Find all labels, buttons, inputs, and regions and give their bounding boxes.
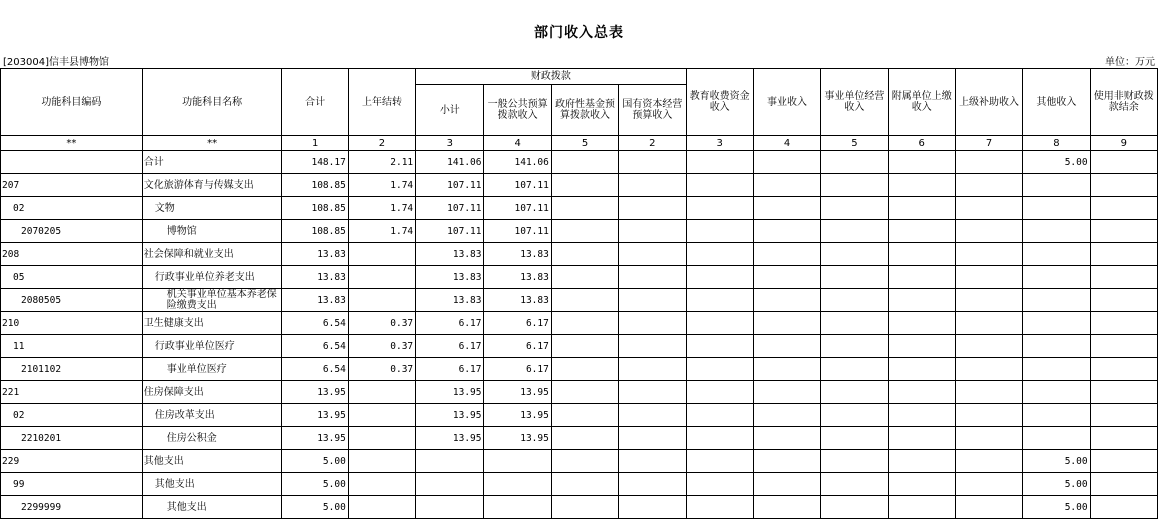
business-cell — [753, 404, 820, 427]
table-row — [1, 151, 1158, 174]
subtotal-cell: 13.83 — [416, 266, 484, 289]
subtotal-cell — [416, 450, 484, 473]
business-cell — [753, 174, 820, 197]
business-cell — [753, 450, 820, 473]
business-unit-op-cell — [821, 197, 888, 220]
higher-subsidy-cell — [955, 243, 1022, 266]
other-cell: 5.00 — [1023, 450, 1090, 473]
subtotal-cell: 13.83 — [416, 243, 484, 266]
code-cell — [1, 151, 143, 174]
table-row — [1, 358, 1158, 381]
table-row — [1, 289, 1158, 312]
affiliated-cell — [888, 243, 955, 266]
state-capital-cell — [619, 450, 686, 473]
business-unit-op-cell — [821, 174, 888, 197]
edu-fee-cell — [686, 220, 753, 243]
non-fiscal-cell — [1090, 243, 1157, 266]
carryover-cell: 0.37 — [348, 335, 415, 358]
business-cell — [753, 427, 820, 450]
higher-subsidy-cell — [955, 450, 1022, 473]
index-cell: ** — [1, 136, 143, 151]
general-budget-cell — [484, 496, 551, 519]
subtotal-cell: 13.83 — [416, 289, 484, 312]
index-cell: 4 — [484, 136, 551, 151]
carryover-cell: 0.37 — [348, 358, 415, 381]
gov-fund-cell — [551, 496, 618, 519]
gov-fund-cell — [551, 312, 618, 335]
table-row — [1, 381, 1158, 404]
business-unit-op-cell — [821, 496, 888, 519]
state-capital-cell — [619, 151, 686, 174]
header-carryover: 上年结转 — [348, 69, 415, 136]
non-fiscal-cell — [1090, 335, 1157, 358]
name-cell: 合计 — [142, 151, 282, 174]
name-cell: 其他支出 — [142, 450, 282, 473]
higher-subsidy-cell — [955, 358, 1022, 381]
carryover-cell — [348, 289, 415, 312]
gov-fund-cell — [551, 381, 618, 404]
total-cell: 13.83 — [282, 266, 348, 289]
index-cell: 2 — [619, 136, 686, 151]
general-budget-cell: 107.11 — [484, 174, 551, 197]
name-cell: 行政事业单位医疗 — [142, 335, 282, 358]
gov-fund-cell — [551, 427, 618, 450]
code-cell: 2299999 — [1, 496, 143, 519]
business-cell — [753, 266, 820, 289]
general-budget-cell: 13.83 — [484, 266, 551, 289]
total-cell: 13.95 — [282, 381, 348, 404]
carryover-cell — [348, 243, 415, 266]
other-cell — [1023, 404, 1090, 427]
affiliated-cell — [888, 450, 955, 473]
non-fiscal-cell — [1090, 473, 1157, 496]
higher-subsidy-cell — [955, 151, 1022, 174]
business-cell — [753, 358, 820, 381]
business-unit-op-cell — [821, 381, 888, 404]
affiliated-cell — [888, 358, 955, 381]
non-fiscal-cell — [1090, 151, 1157, 174]
subtotal-cell: 107.11 — [416, 220, 484, 243]
total-cell: 5.00 — [282, 450, 348, 473]
state-capital-cell — [619, 473, 686, 496]
general-budget-cell: 6.17 — [484, 358, 551, 381]
carryover-cell: 1.74 — [348, 197, 415, 220]
edu-fee-cell — [686, 197, 753, 220]
header-non-fiscal: 使用非财政拨款结余 — [1090, 69, 1157, 136]
carryover-cell — [348, 381, 415, 404]
edu-fee-cell — [686, 289, 753, 312]
index-cell: 3 — [416, 136, 484, 151]
total-cell: 6.54 — [282, 335, 348, 358]
table-row — [1, 266, 1158, 289]
table-row — [1, 312, 1158, 335]
subtotal-cell: 107.11 — [416, 197, 484, 220]
higher-subsidy-cell — [955, 220, 1022, 243]
gov-fund-cell — [551, 174, 618, 197]
other-cell — [1023, 220, 1090, 243]
other-cell — [1023, 427, 1090, 450]
edu-fee-cell — [686, 151, 753, 174]
business-unit-op-cell — [821, 358, 888, 381]
affiliated-cell — [888, 312, 955, 335]
higher-subsidy-cell — [955, 381, 1022, 404]
index-cell: 7 — [955, 136, 1022, 151]
gov-fund-cell — [551, 335, 618, 358]
non-fiscal-cell — [1090, 266, 1157, 289]
page-title: 部门收入总表 — [534, 25, 624, 41]
general-budget-cell: 107.11 — [484, 220, 551, 243]
affiliated-cell — [888, 335, 955, 358]
index-cell: 2 — [348, 136, 415, 151]
business-cell — [753, 151, 820, 174]
table-body — [1, 151, 1158, 519]
general-budget-cell: 6.17 — [484, 312, 551, 335]
carryover-cell: 2.11 — [348, 151, 415, 174]
general-budget-cell: 13.95 — [484, 404, 551, 427]
carryover-cell — [348, 473, 415, 496]
other-cell — [1023, 243, 1090, 266]
name-cell: 卫生健康支出 — [142, 312, 282, 335]
non-fiscal-cell — [1090, 358, 1157, 381]
total-cell: 5.00 — [282, 473, 348, 496]
non-fiscal-cell — [1090, 450, 1157, 473]
state-capital-cell — [619, 266, 686, 289]
business-cell — [753, 220, 820, 243]
code-cell: 2070205 — [1, 220, 143, 243]
code-cell: 207 — [1, 174, 143, 197]
header-fiscal-group: 财政拨款 — [416, 69, 686, 85]
table-row — [1, 473, 1158, 496]
business-unit-op-cell — [821, 312, 888, 335]
other-cell — [1023, 312, 1090, 335]
higher-subsidy-cell — [955, 473, 1022, 496]
subtotal-cell: 6.17 — [416, 312, 484, 335]
business-unit-op-cell — [821, 151, 888, 174]
state-capital-cell — [619, 220, 686, 243]
carryover-cell — [348, 404, 415, 427]
affiliated-cell — [888, 220, 955, 243]
total-cell: 6.54 — [282, 358, 348, 381]
affiliated-cell — [888, 197, 955, 220]
subtotal-cell: 13.95 — [416, 381, 484, 404]
business-unit-op-cell — [821, 450, 888, 473]
affiliated-cell — [888, 496, 955, 519]
general-budget-cell: 13.95 — [484, 427, 551, 450]
unit-label: 单位：万元 — [1105, 57, 1155, 68]
name-cell: 博物馆 — [142, 220, 282, 243]
subtotal-cell: 13.95 — [416, 404, 484, 427]
other-cell: 5.00 — [1023, 473, 1090, 496]
general-budget-cell: 13.95 — [484, 381, 551, 404]
code-cell: 2101102 — [1, 358, 143, 381]
index-cell: 8 — [1023, 136, 1090, 151]
affiliated-cell — [888, 289, 955, 312]
higher-subsidy-cell — [955, 174, 1022, 197]
code-cell: 11 — [1, 335, 143, 358]
gov-fund-cell — [551, 358, 618, 381]
business-cell — [753, 197, 820, 220]
general-budget-cell: 107.11 — [484, 197, 551, 220]
affiliated-cell — [888, 404, 955, 427]
subtotal-cell — [416, 496, 484, 519]
header-higher-subsidy: 上级补助收入 — [955, 69, 1022, 136]
state-capital-cell — [619, 312, 686, 335]
business-cell — [753, 289, 820, 312]
header-edu-fee: 教育收费资金收入 — [686, 69, 753, 136]
index-cell: 5 — [551, 136, 618, 151]
state-capital-cell — [619, 358, 686, 381]
header-business-unit-op: 事业单位经营收入 — [821, 69, 888, 136]
table-row — [1, 496, 1158, 519]
affiliated-cell — [888, 174, 955, 197]
non-fiscal-cell — [1090, 174, 1157, 197]
business-unit-op-cell — [821, 243, 888, 266]
name-cell: 其他支出 — [142, 473, 282, 496]
business-unit-op-cell — [821, 266, 888, 289]
higher-subsidy-cell — [955, 404, 1022, 427]
header-other: 其他收入 — [1023, 69, 1090, 136]
business-unit-op-cell — [821, 220, 888, 243]
state-capital-cell — [619, 427, 686, 450]
gov-fund-cell — [551, 197, 618, 220]
other-cell — [1023, 358, 1090, 381]
higher-subsidy-cell — [955, 427, 1022, 450]
name-cell: 文化旅游体育与传媒支出 — [142, 174, 282, 197]
carryover-cell — [348, 496, 415, 519]
subtotal-cell: 6.17 — [416, 358, 484, 381]
general-budget-cell: 6.17 — [484, 335, 551, 358]
code-cell: 02 — [1, 197, 143, 220]
header-name: 功能科目名称 — [142, 69, 282, 136]
edu-fee-cell — [686, 358, 753, 381]
index-cell: 6 — [888, 136, 955, 151]
edu-fee-cell — [686, 266, 753, 289]
edu-fee-cell — [686, 450, 753, 473]
code-cell: 221 — [1, 381, 143, 404]
name-cell: 其他支出 — [142, 496, 282, 519]
affiliated-cell — [888, 381, 955, 404]
index-cell: 9 — [1090, 136, 1157, 151]
table-row — [1, 427, 1158, 450]
table-row — [1, 404, 1158, 427]
non-fiscal-cell — [1090, 427, 1157, 450]
gov-fund-cell — [551, 151, 618, 174]
other-cell — [1023, 266, 1090, 289]
total-cell: 13.83 — [282, 243, 348, 266]
carryover-cell — [348, 427, 415, 450]
total-cell: 108.85 — [282, 174, 348, 197]
gov-fund-cell — [551, 243, 618, 266]
gov-fund-cell — [551, 220, 618, 243]
other-cell — [1023, 197, 1090, 220]
state-capital-cell — [619, 174, 686, 197]
header-gov-fund: 政府性基金预算拨款收入 — [551, 85, 618, 136]
other-cell — [1023, 335, 1090, 358]
non-fiscal-cell — [1090, 496, 1157, 519]
business-cell — [753, 243, 820, 266]
name-cell: 事业单位医疗 — [142, 358, 282, 381]
higher-subsidy-cell — [955, 312, 1022, 335]
header-subtotal: 小计 — [416, 85, 484, 136]
code-cell: 2080505 — [1, 289, 143, 312]
name-cell: 社会保障和就业支出 — [142, 243, 282, 266]
state-capital-cell — [619, 404, 686, 427]
higher-subsidy-cell — [955, 496, 1022, 519]
header-state-capital: 国有资本经营预算收入 — [619, 85, 686, 136]
index-cell: 1 — [282, 136, 348, 151]
total-cell: 148.17 — [282, 151, 348, 174]
affiliated-cell — [888, 473, 955, 496]
edu-fee-cell — [686, 427, 753, 450]
other-cell: 5.00 — [1023, 496, 1090, 519]
header-code: 功能科目编码 — [1, 69, 143, 136]
non-fiscal-cell — [1090, 220, 1157, 243]
table-row — [1, 450, 1158, 473]
other-cell — [1023, 381, 1090, 404]
other-cell: 5.00 — [1023, 151, 1090, 174]
gov-fund-cell — [551, 404, 618, 427]
general-budget-cell: 13.83 — [484, 289, 551, 312]
code-cell: 02 — [1, 404, 143, 427]
edu-fee-cell — [686, 243, 753, 266]
organization-label: [203004]信丰县博物馆 — [3, 57, 109, 68]
edu-fee-cell — [686, 174, 753, 197]
code-cell: 99 — [1, 473, 143, 496]
header-business: 事业收入 — [753, 69, 820, 136]
index-cell: 3 — [686, 136, 753, 151]
other-cell — [1023, 174, 1090, 197]
table-row — [1, 197, 1158, 220]
total-cell: 13.95 — [282, 427, 348, 450]
header-general-budget: 一般公共预算拨款收入 — [484, 85, 551, 136]
header-affiliated: 附属单位上缴收入 — [888, 69, 955, 136]
carryover-cell: 1.74 — [348, 174, 415, 197]
business-cell — [753, 312, 820, 335]
higher-subsidy-cell — [955, 335, 1022, 358]
business-unit-op-cell — [821, 404, 888, 427]
state-capital-cell — [619, 381, 686, 404]
edu-fee-cell — [686, 312, 753, 335]
state-capital-cell — [619, 496, 686, 519]
table-row — [1, 220, 1158, 243]
table-row — [1, 243, 1158, 266]
carryover-cell: 1.74 — [348, 220, 415, 243]
code-cell: 05 — [1, 266, 143, 289]
state-capital-cell — [619, 197, 686, 220]
higher-subsidy-cell — [955, 266, 1022, 289]
total-cell: 108.85 — [282, 220, 348, 243]
business-unit-op-cell — [821, 289, 888, 312]
subtotal-cell — [416, 473, 484, 496]
general-budget-cell — [484, 473, 551, 496]
edu-fee-cell — [686, 381, 753, 404]
index-cell: ** — [142, 136, 282, 151]
code-cell: 2210201 — [1, 427, 143, 450]
table-row — [1, 174, 1158, 197]
business-unit-op-cell — [821, 427, 888, 450]
gov-fund-cell — [551, 266, 618, 289]
edu-fee-cell — [686, 473, 753, 496]
name-cell: 住房保障支出 — [142, 381, 282, 404]
total-cell: 6.54 — [282, 312, 348, 335]
total-cell: 108.85 — [282, 197, 348, 220]
edu-fee-cell — [686, 335, 753, 358]
subtotal-cell: 107.11 — [416, 174, 484, 197]
business-cell — [753, 381, 820, 404]
business-unit-op-cell — [821, 335, 888, 358]
income-summary-table — [0, 68, 1158, 519]
index-cell: 4 — [753, 136, 820, 151]
affiliated-cell — [888, 266, 955, 289]
name-cell: 住房公积金 — [142, 427, 282, 450]
name-cell: 文物 — [142, 197, 282, 220]
non-fiscal-cell — [1090, 289, 1157, 312]
index-cell: 5 — [821, 136, 888, 151]
edu-fee-cell — [686, 496, 753, 519]
non-fiscal-cell — [1090, 197, 1157, 220]
table-row — [1, 335, 1158, 358]
total-cell: 5.00 — [282, 496, 348, 519]
business-cell — [753, 496, 820, 519]
code-cell: 229 — [1, 450, 143, 473]
other-cell — [1023, 289, 1090, 312]
business-cell — [753, 473, 820, 496]
general-budget-cell — [484, 450, 551, 473]
gov-fund-cell — [551, 473, 618, 496]
general-budget-cell: 13.83 — [484, 243, 551, 266]
name-cell: 住房改革支出 — [142, 404, 282, 427]
gov-fund-cell — [551, 289, 618, 312]
total-cell: 13.95 — [282, 404, 348, 427]
non-fiscal-cell — [1090, 312, 1157, 335]
business-unit-op-cell — [821, 473, 888, 496]
code-cell: 208 — [1, 243, 143, 266]
affiliated-cell — [888, 427, 955, 450]
state-capital-cell — [619, 289, 686, 312]
total-cell: 13.83 — [282, 289, 348, 312]
higher-subsidy-cell — [955, 289, 1022, 312]
subtotal-cell: 141.06 — [416, 151, 484, 174]
subtotal-cell: 6.17 — [416, 335, 484, 358]
header-total: 合计 — [282, 69, 348, 136]
carryover-cell — [348, 266, 415, 289]
affiliated-cell — [888, 151, 955, 174]
state-capital-cell — [619, 243, 686, 266]
state-capital-cell — [619, 335, 686, 358]
carryover-cell — [348, 450, 415, 473]
name-cell: 行政事业单位养老支出 — [142, 266, 282, 289]
subtotal-cell: 13.95 — [416, 427, 484, 450]
column-index-row — [1, 136, 1158, 151]
name-cell: 机关事业单位基本养老保险缴费支出 — [142, 289, 282, 312]
business-cell — [753, 335, 820, 358]
carryover-cell: 0.37 — [348, 312, 415, 335]
code-cell: 210 — [1, 312, 143, 335]
edu-fee-cell — [686, 404, 753, 427]
non-fiscal-cell — [1090, 404, 1157, 427]
gov-fund-cell — [551, 450, 618, 473]
non-fiscal-cell — [1090, 381, 1157, 404]
higher-subsidy-cell — [955, 197, 1022, 220]
general-budget-cell: 141.06 — [484, 151, 551, 174]
